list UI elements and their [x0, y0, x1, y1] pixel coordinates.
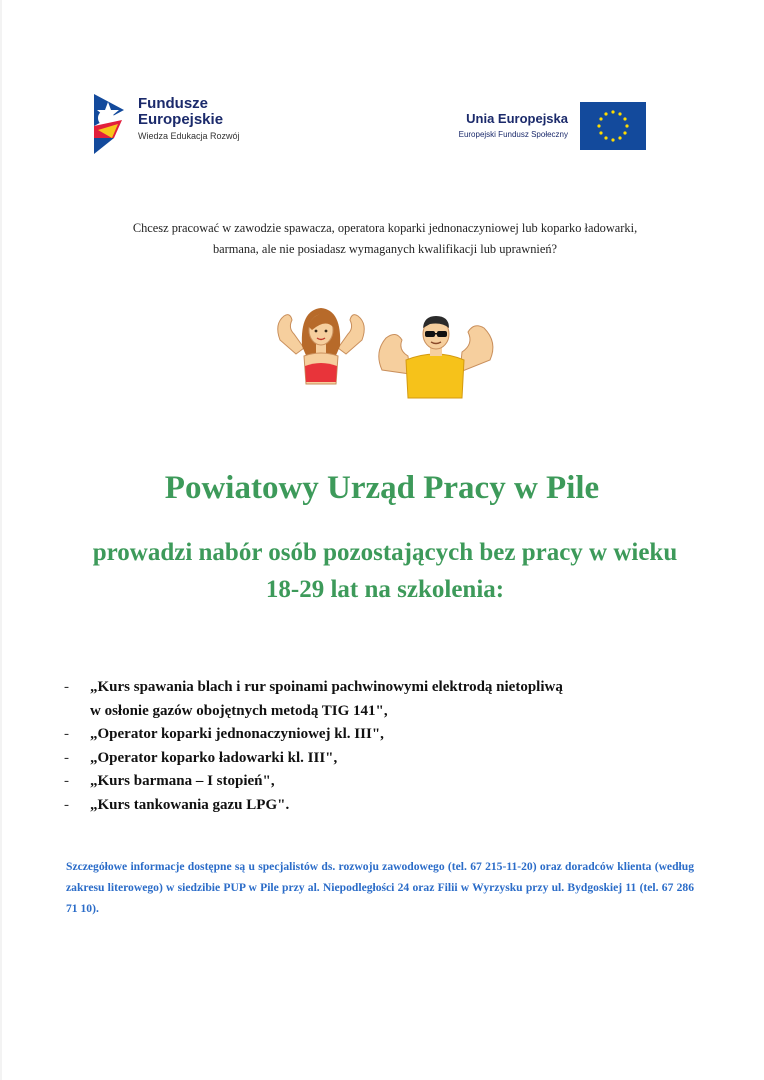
- flexing-woman-icon: [278, 308, 365, 384]
- eu-logo-fund: Europejski Fundusz Społeczny: [458, 130, 568, 140]
- list-dash: -: [64, 773, 69, 789]
- list-dash: -: [64, 679, 69, 695]
- course-list: [60, 676, 700, 817]
- list-dash: -: [64, 796, 69, 813]
- subtitle: prowadzi nabór osób pozostających bez pracy w wieku 18-29 lat na szkolenia:: [92, 539, 678, 603]
- list-item: [60, 770, 700, 794]
- course-text-line: w osłonie gazów obojętnych metodą TIG 141",: [90, 702, 388, 719]
- fundusze-europejskie-emblem-icon: [92, 92, 126, 156]
- main-title: Powiatowy Urząd Pracy w Pile: [164, 470, 600, 506]
- intro-question: [60, 218, 710, 260]
- intro-line-1: Chcesz pracować w zawodzie spawacza, operatora koparki jednonaczyniowej lub koparko ładowarki,: [132, 221, 638, 235]
- fundusze-europejskie-logo: [92, 92, 292, 156]
- intro-line-2: barmana, ale nie posiadasz wymaganych kwalifikacji lub uprawnień?: [212, 242, 558, 256]
- funds-logo-name-line1: Fundusze: [138, 95, 208, 112]
- flexing-people-illustration: [270, 300, 500, 400]
- funds-logo-name-line2: Europejskie: [138, 110, 224, 128]
- list-dash: -: [64, 749, 69, 766]
- course-text-line: „Operator koparki jednonaczyniowej kl. III",: [90, 726, 384, 742]
- list-item: [60, 747, 700, 771]
- funds-logo-program: Wiedza Edukacja Rozwój: [138, 130, 240, 141]
- course-text-line: „Kurs barmana – I stopień",: [90, 773, 275, 789]
- flexing-man-icon: [379, 316, 493, 398]
- course-text-line: „Operator koparko ładowarki kl. III",: [90, 749, 338, 766]
- eu-logo: [420, 100, 650, 152]
- list-item: [60, 723, 700, 747]
- course-text-line: „Kurs spawania blach i rur spoinami pachwinowymi elektrodą nietopliwą: [90, 679, 563, 695]
- page-edge: [0, 0, 2, 1080]
- contact-info: Szczegółowe informacje dostępne są u specjalistów ds. rozwoju zawodowego (tel. 67 215-11-20) oraz doradców klienta (według zakresu literowego) w siedzibie PUP w Pile przy al. Niepodległości 24 oraz Filii w Wyrzysku przy ul. Bydgoskiej 11 (tel. 67 286 71 10).: [66, 860, 694, 915]
- course-text-line: „Kurs tankowania gazu LPG".: [90, 796, 290, 813]
- list-item: [60, 676, 700, 723]
- eu-logo-name: Unia Europejska: [466, 110, 568, 126]
- list-dash: -: [64, 726, 69, 742]
- list-item: [60, 794, 700, 818]
- eu-flag-icon: [580, 102, 646, 150]
